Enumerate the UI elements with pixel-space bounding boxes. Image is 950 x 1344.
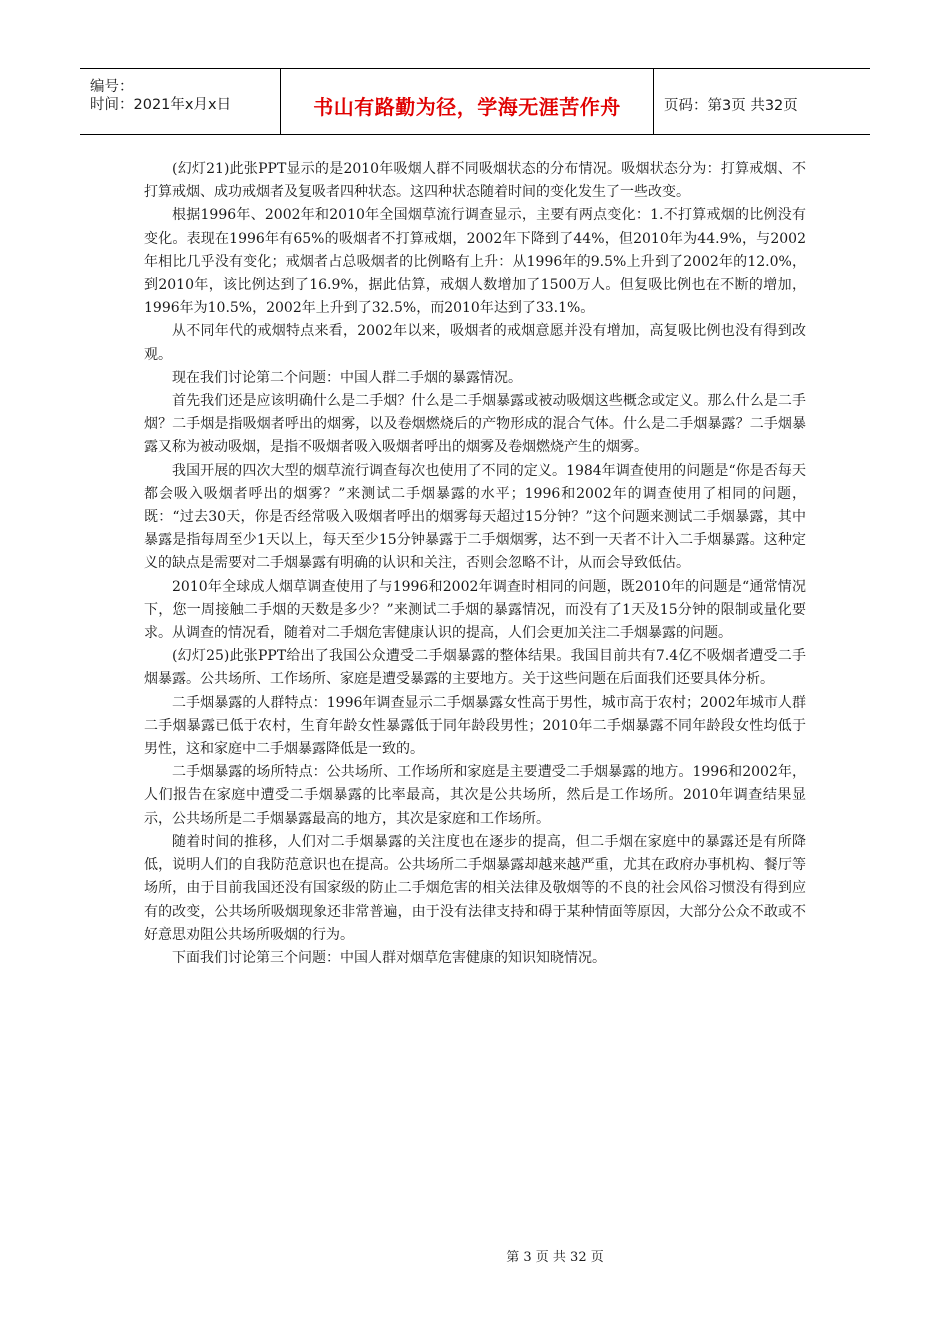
header-motto-cell xyxy=(281,69,654,134)
header-motto: 书山有路勤为径，学海无涯苦作舟 xyxy=(313,95,621,119)
paragraph: 从不同年代的戒烟特点来看，2002年以来，吸烟者的戒烟意愿并没有增加，高复吸比例也没有得到改观。 xyxy=(144,323,806,363)
header-info-cell xyxy=(80,69,281,134)
page-header xyxy=(80,68,870,135)
paragraph: 现在我们讨论第二个问题：中国人群二手烟的暴露情况。 xyxy=(172,369,522,386)
paragraph: (幻灯21)此张PPT显示的是2010年吸烟人群不同吸烟状态的分布情况。吸烟状态分为：打算戒烟、不打算戒烟、成功戒烟者及复吸者四种状态。这四种状态随着时间的变化发生了一些改变。 xyxy=(144,161,806,201)
page-footer: 第 3 页 共 32 页 xyxy=(506,1250,604,1265)
paragraph: (幻灯25)此张PPT给出了我国公众遭受二手烟暴露的整体结果。我国目前共有7.4亿不吸烟者遭受二手烟暴露。公共场所、工作场所、家庭是遭受暴露的主要地方。关于这些问题在后面我们还要具体分析。 xyxy=(144,648,806,688)
paragraph: 下面我们讨论第三个问题：中国人群对烟草危害健康的知识知晓情况。 xyxy=(172,949,606,966)
paragraph: 随着时间的推移，人们对二手烟暴露的关注度也在逐步的提高，但二手烟在家庭中的暴露还是有所降低，说明人们的自我防范意识也在提高。公共场所二手烟暴露却越来越严重，尤其在政府办事机构、餐厅等场所，由于目前我国还没有国家级的防止二手烟危害的相关法律及敬烟等的不良的社会风俗习惯没有得到应有的改变，公共场所吸烟现象还非常普遍，由于没有法律支持和碍于某种情面等原因，大部分公众不敢或不好意思劝阻公共场所吸烟的行为。 xyxy=(144,833,806,943)
paragraph: 二手烟暴露的场所特点：公共场所、工作场所和家庭是主要遭受二手烟暴露的地方。1996和2002年，人们报告在家庭中遭受二手烟暴露的比率最高，其次是公共场所，然后是工作场所。2010年调查结果显示，公共场所是二手烟暴露最高的地方，其次是家庭和工作场所。 xyxy=(144,764,806,827)
document-body xyxy=(144,158,806,970)
header-page-number: 页码：第3页 共32页 xyxy=(664,98,798,114)
paragraph: 二手烟暴露的人群特点：1996年调查显示二手烟暴露女性高于男性，城市高于农村；2002年城市人群二手烟暴露已低于农村，生育年龄女性暴露低于同年龄段男性；2010年二手烟暴露不同年龄段女性均低于男性，这和家庭中二手烟暴露降低是一致的。 xyxy=(144,694,806,758)
paragraph: 根据1996年、2002年和2010年全国烟草流行调查显示，主要有两点变化：1.不打算戒烟的比例没有变化。表现在1996年有65%的吸烟者不打算戒烟，2002年下降到了44%，但2010年为44.9%，与2002年相比几乎没有变化；戒烟者占总吸烟者的比例略有上升：从1996年的9.5%上升到了2002年的12.0%，到2010年，该比例达到了16.9%，据此估算，戒烟人数增加了1500万人。但复吸比例也在不断的增加，1996年为10.5%，2002年上升到了32.5%，而2010年达到了33.1%。 xyxy=(144,207,806,317)
header-page-cell xyxy=(654,69,870,134)
paragraph: 2010年全球成人烟草调查使用了与1996和2002年调查时相同的问题，既2010年的问题是“通常情况下，您一周接触二手烟的天数是多少？”来测试二手烟的暴露情况，而没有了1天及15分钟的限制或量化要求。从调查的情况看，随着对二手烟危害健康认识的提高，人们会更加关注二手烟暴露的问题。 xyxy=(144,578,806,642)
document-number-label: 编号： xyxy=(90,79,134,95)
paragraph: 首先我们还是应该明确什么是二手烟？什么是二手烟暴露或被动吸烟这些概念或定义。那么什么是二手烟？二手烟是指吸烟者呼出的烟雾，以及卷烟燃烧后的产物形成的混合气体。什么是二手烟暴露？二手烟暴露又称为被动吸烟，是指不吸烟者吸入吸烟者呼出的烟雾及卷烟燃烧产生的烟雾。 xyxy=(144,393,806,456)
document-time-label: 时间：2021年x月x日 xyxy=(90,97,232,113)
paragraph: 我国开展的四次大型的烟草流行调查每次也使用了不同的定义。1984年调查使用的问题是“你是否每天都会吸入吸烟者呼出的烟雾？”来测试二手烟暴露的水平；1996和2002年的调查使用了相同的问题，既：“过去30天，你是否经常吸入吸烟者呼出的烟雾每天超过15分钟？”这个问题来测试二手烟暴露，其中暴露是指每周至少1天以上，每天至少15分钟暴露于二手烟烟雾，达不到一天者不计入二手烟暴露。这种定义的缺点是需要对二手烟暴露有明确的认识和关注，否则会忽略不计，从而会导致低估。 xyxy=(144,462,806,572)
